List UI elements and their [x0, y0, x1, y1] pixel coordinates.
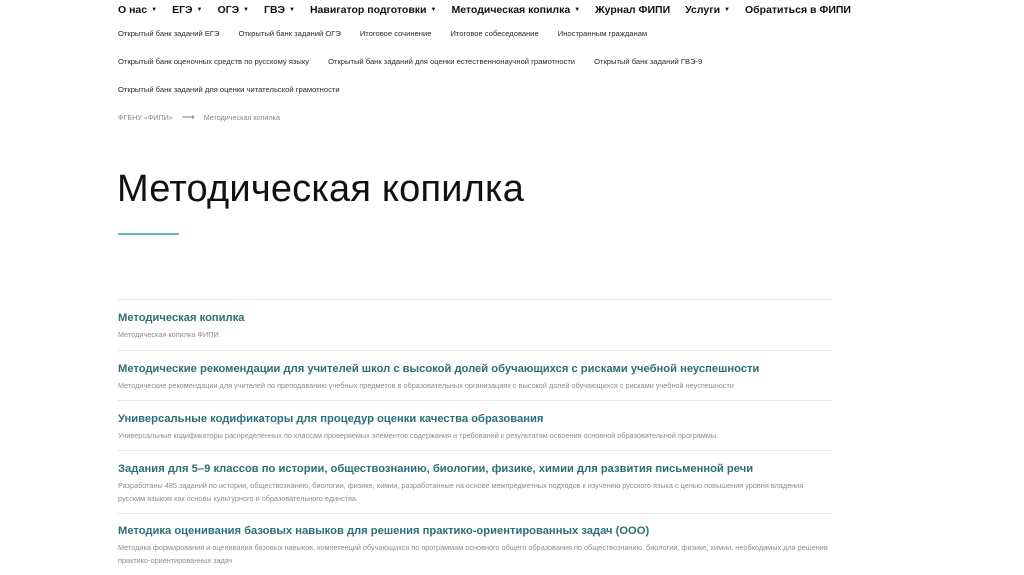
list-item [118, 299, 832, 350]
nav-item-gve[interactable] [264, 4, 295, 16]
nav-item-contact[interactable] [745, 4, 851, 16]
breadcrumb [118, 112, 280, 123]
subnav-row [118, 29, 666, 38]
list-item [118, 400, 832, 450]
nav-item-label: ОГЭ [217, 4, 240, 16]
item-title-link[interactable]: Методическая копилка [118, 312, 245, 324]
arrow-right-icon: ⟶ [181, 112, 195, 122]
item-description: Разработаны 485 заданий по истории, обществознанию, биологии, физике, химии, разработанные на основе межпредметных подходов к изучению русского языка с целью повышения уровня владения русским языком как основы культурного и образовательного единства. [118, 481, 804, 503]
caret-down-icon: ▼ [151, 7, 158, 13]
list-item [118, 513, 832, 575]
item-title-link[interactable]: Методические рекомендации для учителей школ с высокой долей обучающихся с рисками учебной неуспешности [118, 363, 760, 375]
nav-item-navigator[interactable] [310, 4, 437, 16]
caret-down-icon: ▼ [243, 7, 249, 13]
subnav-link[interactable]: Открытый банк оценочных средств по русскому языку [118, 57, 310, 66]
nav-item-oge[interactable] [217, 4, 249, 16]
nav-item-about[interactable] [118, 4, 157, 16]
nav-item-label: ЕГЭ [172, 4, 193, 16]
item-description: Методика формирования и оценивания базовых навыков, компетенций обучающихся по программам основного общего образования по обществознанию, биологии, физике, химии, необходимых для решения практико-ориентированных задач [118, 543, 828, 565]
subnav-link[interactable]: Итоговое собеседование [450, 29, 539, 38]
breadcrumb-home[interactable]: ФГБНУ «ФИПИ» [118, 113, 173, 122]
nav-item-label: Журнал ФИПИ [595, 4, 671, 16]
subnav-link[interactable]: Открытый банк заданий ОГЭ [238, 29, 341, 38]
caret-down-icon: ▼ [724, 7, 730, 13]
nav-item-label: Методическая копилка [451, 4, 571, 16]
breadcrumb-current: Методическая копилка [203, 113, 280, 122]
title-accent-line [118, 233, 179, 235]
nav-item-label: Навигатор подготовки [309, 4, 427, 16]
subnav-row [118, 85, 359, 94]
nav-item-methodical[interactable] [451, 4, 580, 16]
item-description: Методическая копилка ФИПИ [118, 330, 219, 339]
subnav-link[interactable]: Открытый банк заданий ЕГЭ [118, 29, 220, 38]
item-description: Универсальные кодификаторы распределенных по классам проверяемых элементов содержания и требований к результатам освоения основной образовательной программы. [118, 431, 719, 440]
item-title-link[interactable]: Универсальные кодификаторы для процедур оценки качества образования [118, 413, 544, 425]
caret-down-icon: ▼ [289, 7, 295, 13]
nav-item-services[interactable] [685, 4, 730, 16]
subnav-row [118, 57, 721, 66]
subnav-link[interactable]: Открытый банк заданий ГВЭ-9 [594, 57, 703, 66]
nav-item-label: О нас [118, 4, 148, 16]
content-list [118, 299, 832, 575]
item-title-link[interactable]: Задания для 5–9 классов по истории, обществознанию, биологии, физике, химии для развития письменной речи [118, 463, 754, 475]
nav-item-journal[interactable] [595, 4, 670, 16]
nav-item-label: Обратиться в ФИПИ [745, 4, 851, 16]
subnav-link[interactable]: Итоговое сочинение [359, 29, 432, 38]
caret-down-icon: ▼ [430, 7, 437, 13]
main-nav [118, 3, 866, 17]
nav-item-label: Услуги [685, 4, 721, 16]
list-item [118, 450, 832, 513]
item-description: Методические рекомендации для учителей по преподаванию учебных предметов в образовательных организациях с высокой долей обучающихся с рисками учебной неуспешности [118, 381, 734, 390]
nav-item-ege[interactable] [172, 4, 202, 16]
caret-down-icon: ▼ [196, 7, 203, 13]
subnav-link[interactable]: Открытый банк заданий для оценки читательской грамотности [118, 85, 340, 94]
subnav-link[interactable]: Открытый банк заданий для оценки естественнонаучной грамотности [328, 57, 576, 66]
item-title-link[interactable]: Методика оценивания базовых навыков для решения практико-ориентированных задач (ООО) [118, 525, 650, 537]
caret-down-icon: ▼ [574, 7, 581, 13]
nav-item-label: ГВЭ [264, 4, 286, 16]
list-item [118, 350, 832, 400]
page-title: Методическая копилка [117, 168, 525, 210]
subnav-link[interactable]: Иностранным гражданам [557, 29, 648, 38]
